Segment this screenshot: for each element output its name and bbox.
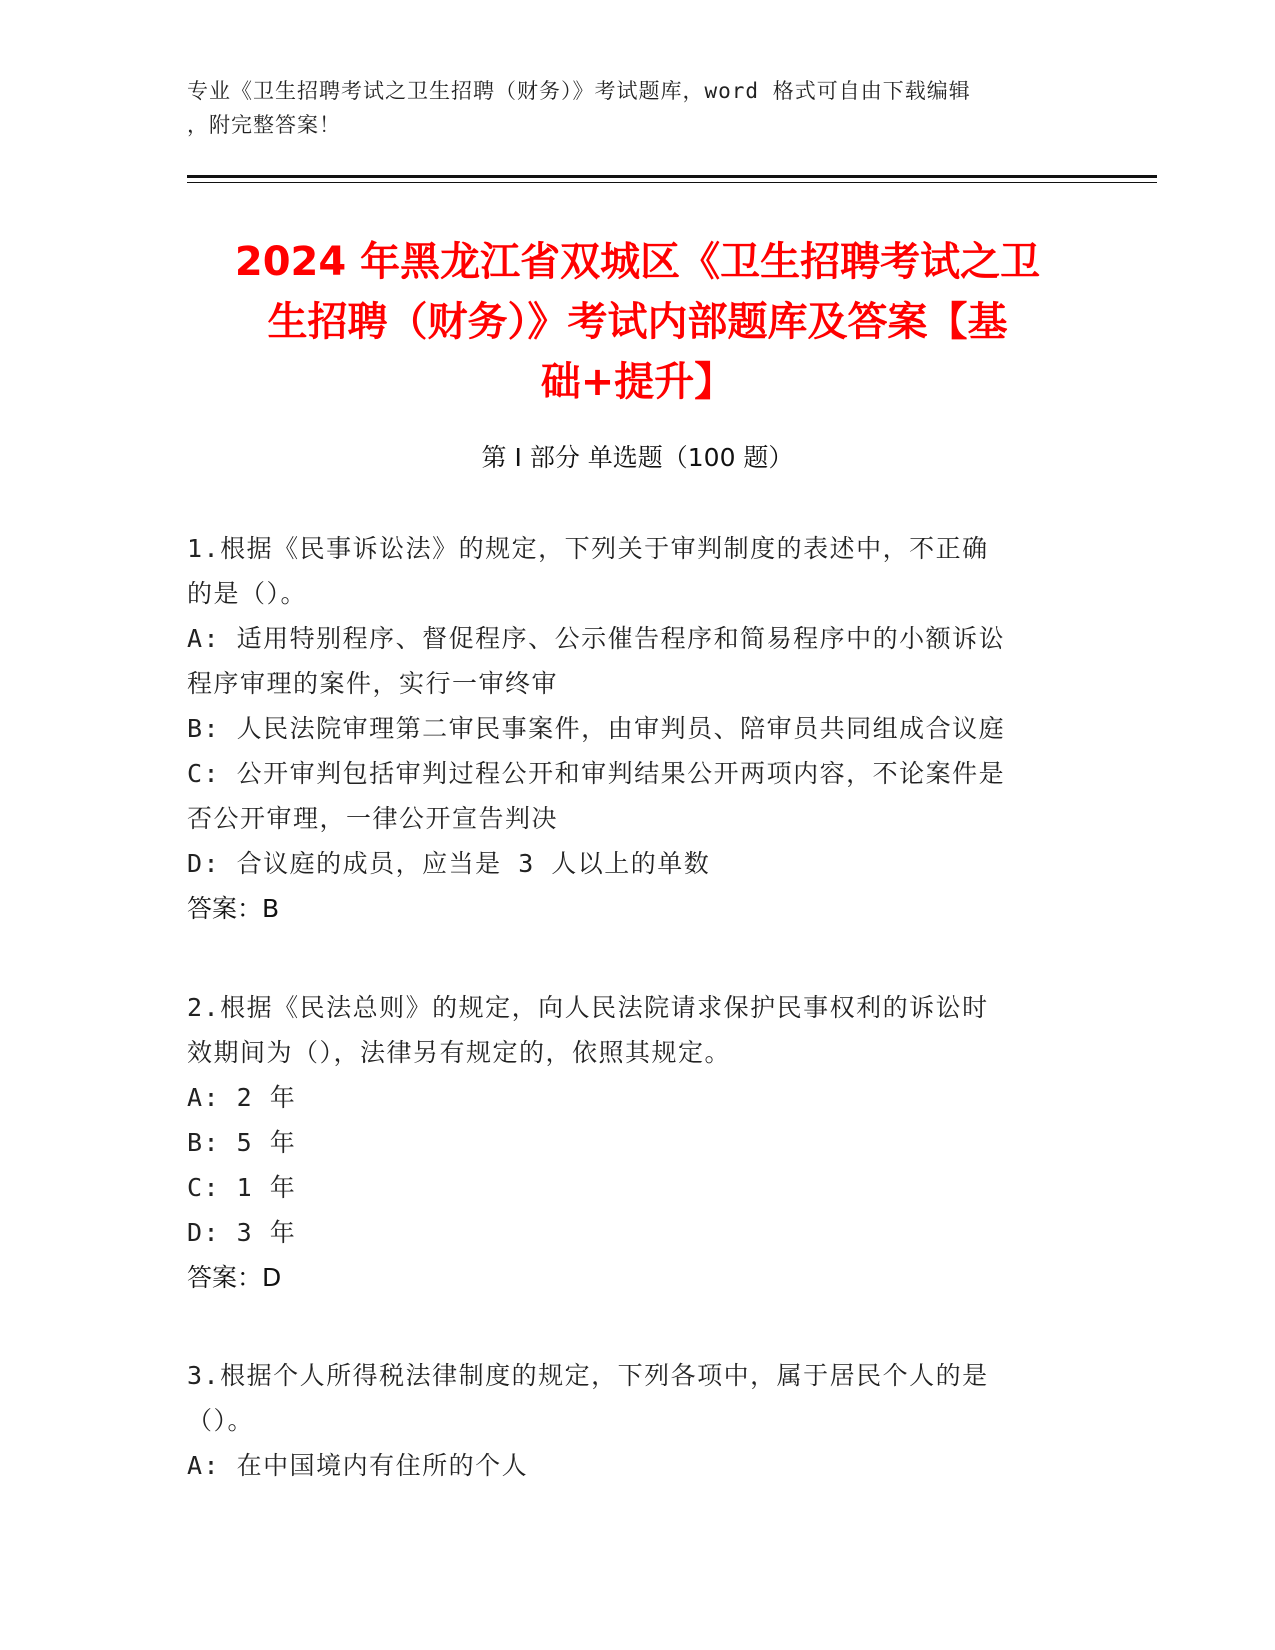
option-c-continued: 否公开审理，一律公开宣告判决 xyxy=(187,804,559,833)
question-stem-line: 2.根据《民法总则》的规定，向人民法院请求保护民事权利的诉讼时 xyxy=(187,993,989,1022)
option-d: D: 3 年 xyxy=(187,1218,297,1247)
answer-label: 答案：D xyxy=(187,1263,282,1292)
header-rule-thick xyxy=(187,175,1157,178)
question-3 xyxy=(187,1353,1087,1488)
option-b: B: 人民法院审理第二审民事案件，由审判员、陪审员共同组成合议庭 xyxy=(187,714,1006,743)
title-line-1: 2024 年黑龙江省双城区《卫生招聘考试之卫 xyxy=(234,239,1041,285)
question-2 xyxy=(187,985,1087,1300)
question-1 xyxy=(187,526,1087,931)
title-line-2: 生招聘（财务）》考试内部题库及答案【基 xyxy=(267,299,1008,345)
option-a-continued: 程序审理的案件，实行一审终审 xyxy=(187,669,559,698)
option-c: C: 1 年 xyxy=(187,1173,297,1202)
header-note xyxy=(187,74,1087,142)
header-note-line-2: ，附完整答案！ xyxy=(187,113,341,137)
header-rule-thin xyxy=(187,182,1157,183)
answer-label: 答案：B xyxy=(187,894,280,923)
question-stem-line: 的是（）。 xyxy=(187,579,308,608)
question-stem-line: 1.根据《民事诉讼法》的规定，下列关于审判制度的表述中，不正确 xyxy=(187,534,989,563)
header-note-line-1: 专业《卫生招聘考试之卫生招聘（财务）》考试题库，word 格式可自由下载编辑 xyxy=(187,79,971,103)
option-d: D: 合议庭的成员，应当是 3 人以上的单数 xyxy=(187,849,711,878)
option-c: C: 公开审判包括审判过程公开和审判结果公开两项内容，不论案件是 xyxy=(187,759,1006,788)
question-stem-line: 效期间为（），法律另有规定的，依照其规定。 xyxy=(187,1038,732,1067)
section-heading: 第 I 部分 单选题（100 题） xyxy=(481,443,794,472)
question-stem-line: （）。 xyxy=(187,1406,255,1435)
option-a: A: 适用特别程序、督促程序、公示催告程序和简易程序中的小额诉讼 xyxy=(187,624,1006,653)
document-title xyxy=(150,232,1125,412)
title-line-3: 础+提升】 xyxy=(540,359,735,405)
option-a: A: 在中国境内有住所的个人 xyxy=(187,1451,529,1480)
question-stem-line: 3.根据个人所得税法律制度的规定，下列各项中，属于居民个人的是 xyxy=(187,1361,989,1390)
option-a: A: 2 年 xyxy=(187,1083,297,1112)
option-b: B: 5 年 xyxy=(187,1128,297,1157)
